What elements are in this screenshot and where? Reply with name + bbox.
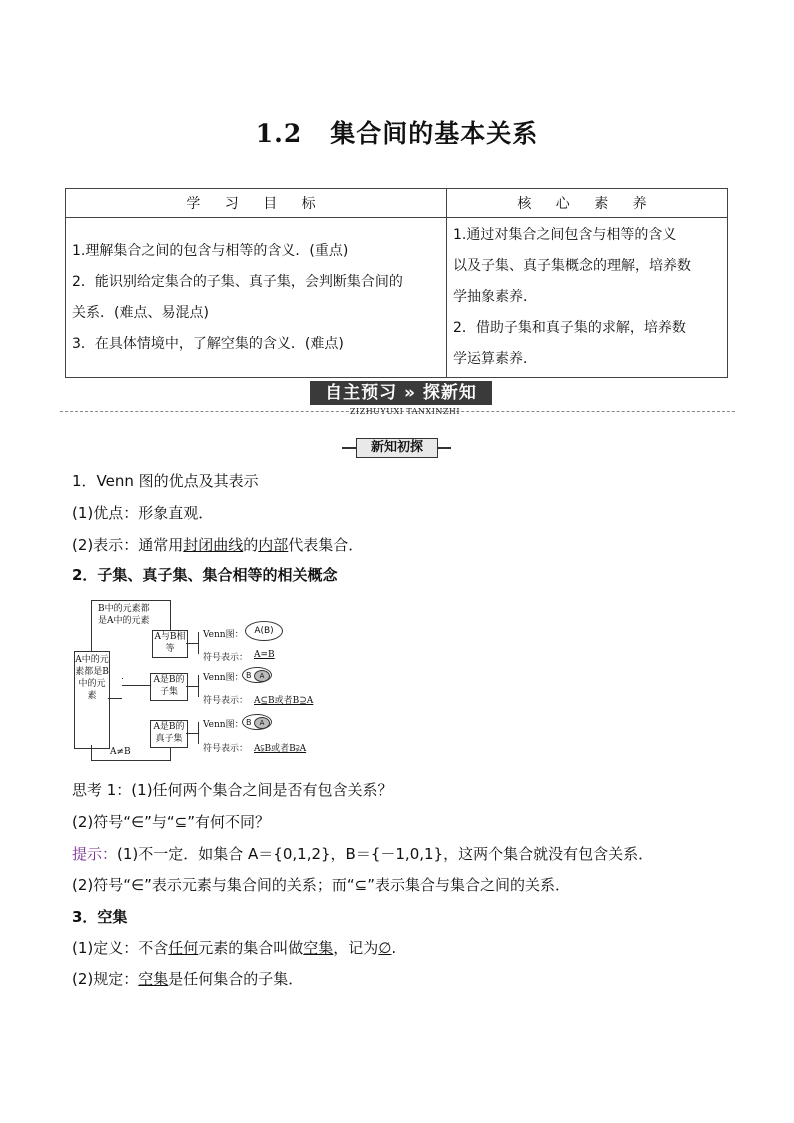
equal-symbol-label: 符号表示： <box>203 653 249 663</box>
objective-line: 关系．(难点、易混点) <box>72 304 209 321</box>
empty-set-definition <box>72 937 396 958</box>
subset-venn-b: B <box>242 667 272 683</box>
competencies-cell <box>447 218 728 378</box>
repr-end: 代表集合． <box>288 536 364 554</box>
objectives-table <box>65 188 728 378</box>
proper-venn-b: B <box>242 714 272 730</box>
objective-line: 2．能识别给定集合的子集、真子集，会判断集合间的 <box>72 273 403 290</box>
objectives-header: 学 习 目 标 <box>66 189 447 218</box>
proper-symbol: A⫋B或者B⫌A <box>254 744 307 754</box>
proper-venn-label: Venn图： <box>203 720 244 730</box>
objective-line: 3．在具体情境中，了解空集的含义．(难点) <box>72 335 344 352</box>
rule-term-empty-set: 空集 <box>138 970 169 988</box>
subset-symbol: A⊆B或者B⊇A <box>254 696 314 706</box>
page-title <box>0 114 794 150</box>
empty-set-heading: 3．空集 <box>72 908 128 926</box>
competency-line: 学运算素养． <box>453 351 537 367</box>
equal-branch-v <box>198 632 199 654</box>
subset-venn-label: Venn图： <box>203 673 244 683</box>
top-note: B中的元素都是A中的元素 <box>98 604 150 626</box>
tag-left-line <box>342 447 356 449</box>
subset-branch <box>186 686 198 687</box>
banner-left-text: 自主预习 <box>325 383 398 403</box>
mid-stub <box>122 678 123 679</box>
subset-box: A是B的子集 <box>150 673 188 701</box>
proper-venn-a: A <box>254 717 270 729</box>
repr-term-interior: 内部 <box>258 536 289 554</box>
proper-symbol-label: 符号表示： <box>203 744 249 754</box>
section-tag: 新知初探 <box>356 438 438 458</box>
hint-line-1 <box>72 843 653 864</box>
venn-heading: 1．Venn 图的优点及其表示 <box>72 472 259 490</box>
def-end: ，记为 <box>333 939 379 957</box>
subset-branch-v <box>198 675 199 697</box>
top-connector-down <box>170 600 171 630</box>
bottom-connector-up <box>170 746 171 761</box>
tag-right-line <box>437 447 451 449</box>
advantage-label: (1)优点： <box>72 504 139 522</box>
repr-label: (2)表示：通常用 <box>72 536 184 554</box>
equal-box: A与B相等 <box>152 630 188 658</box>
subset-venn-a: A <box>254 670 270 682</box>
competency-line: 学抽象素养． <box>453 289 537 305</box>
def-mid: 元素的集合叫做 <box>198 939 304 957</box>
root-connector <box>108 698 122 699</box>
section-banner <box>310 381 492 405</box>
proper-branch <box>186 733 198 734</box>
section-number: 1.2 <box>255 119 303 148</box>
hint-line-2: (2)符号“∈”表示元素与集合间的关系；而“⊆”表示集合与集合之间的关系． <box>72 876 570 894</box>
double-chevron-icon: » <box>397 383 423 403</box>
competency-line: 2．借助子集和真子集的求解，培养数 <box>453 320 686 336</box>
bottom-connector-v <box>91 745 92 760</box>
def-tail: . <box>391 939 397 957</box>
def-term-any: 任何 <box>168 939 199 957</box>
concepts-heading: 2．子集、真子集、集合相等的相关概念 <box>72 566 338 584</box>
to-subset-connector <box>122 685 150 686</box>
section-title: 集合间的基本关系 <box>330 119 539 148</box>
hint-answer-1: (1)不一定．如集合 A＝{0,1,2}，B＝{－1,0,1}，这两个集合就没有包含关系． <box>117 845 654 863</box>
hint-label: 提示： <box>72 845 118 863</box>
equal-venn-ellipse: A(B) <box>245 621 283 641</box>
empty-set-rule <box>72 968 303 989</box>
root-box: A中的元素都是B中的元素 <box>74 651 110 749</box>
venn-advantage <box>72 502 213 523</box>
repr-term-closed-curve: 封闭曲线 <box>183 536 244 554</box>
banner-pinyin: ZIZHUYUXI TANXINZHI <box>349 407 461 416</box>
advantage-text: 形象直观． <box>138 504 214 522</box>
objective-line: 1.理解集合之间的包含与相等的含义．(重点) <box>72 242 349 259</box>
equal-branch <box>186 643 198 644</box>
repr-mid: 的 <box>243 536 259 554</box>
bottom-note: A≠B <box>110 747 131 757</box>
competencies-header: 核 心 素 养 <box>447 189 728 218</box>
proper-subset-box: A是B的真子集 <box>150 720 188 748</box>
venn-representation <box>72 534 363 555</box>
rule-label: (2)规定： <box>72 970 139 988</box>
bottom-connector-h <box>91 760 171 761</box>
def-term-empty-set: 空集 <box>303 939 334 957</box>
proper-branch-v <box>198 722 199 744</box>
top-connector-v <box>91 600 92 651</box>
competency-line: 以及子集、真子集概念的理解，培养数 <box>453 258 691 274</box>
subset-symbol-label: 符号表示： <box>203 696 249 706</box>
def-label: (1)定义：不含 <box>72 939 169 957</box>
think-question-1: 思考 1：(1)任何两个集合之间是否有包含关系？ <box>72 781 393 799</box>
think-question-2: (2)符号“∈”与“⊆”有何不同？ <box>72 813 270 831</box>
rule-end: 是任何集合的子集． <box>168 970 304 988</box>
banner-right-text: 探新知 <box>422 383 477 403</box>
competency-line: 1.通过对集合之间包含与相等的含义 <box>453 227 677 243</box>
empty-set-symbol: ∅ <box>378 939 392 957</box>
objectives-cell <box>66 218 447 378</box>
equal-venn-label: Venn图： <box>203 630 244 640</box>
top-connector-h <box>91 600 170 601</box>
equal-symbol: A=B <box>254 650 275 660</box>
